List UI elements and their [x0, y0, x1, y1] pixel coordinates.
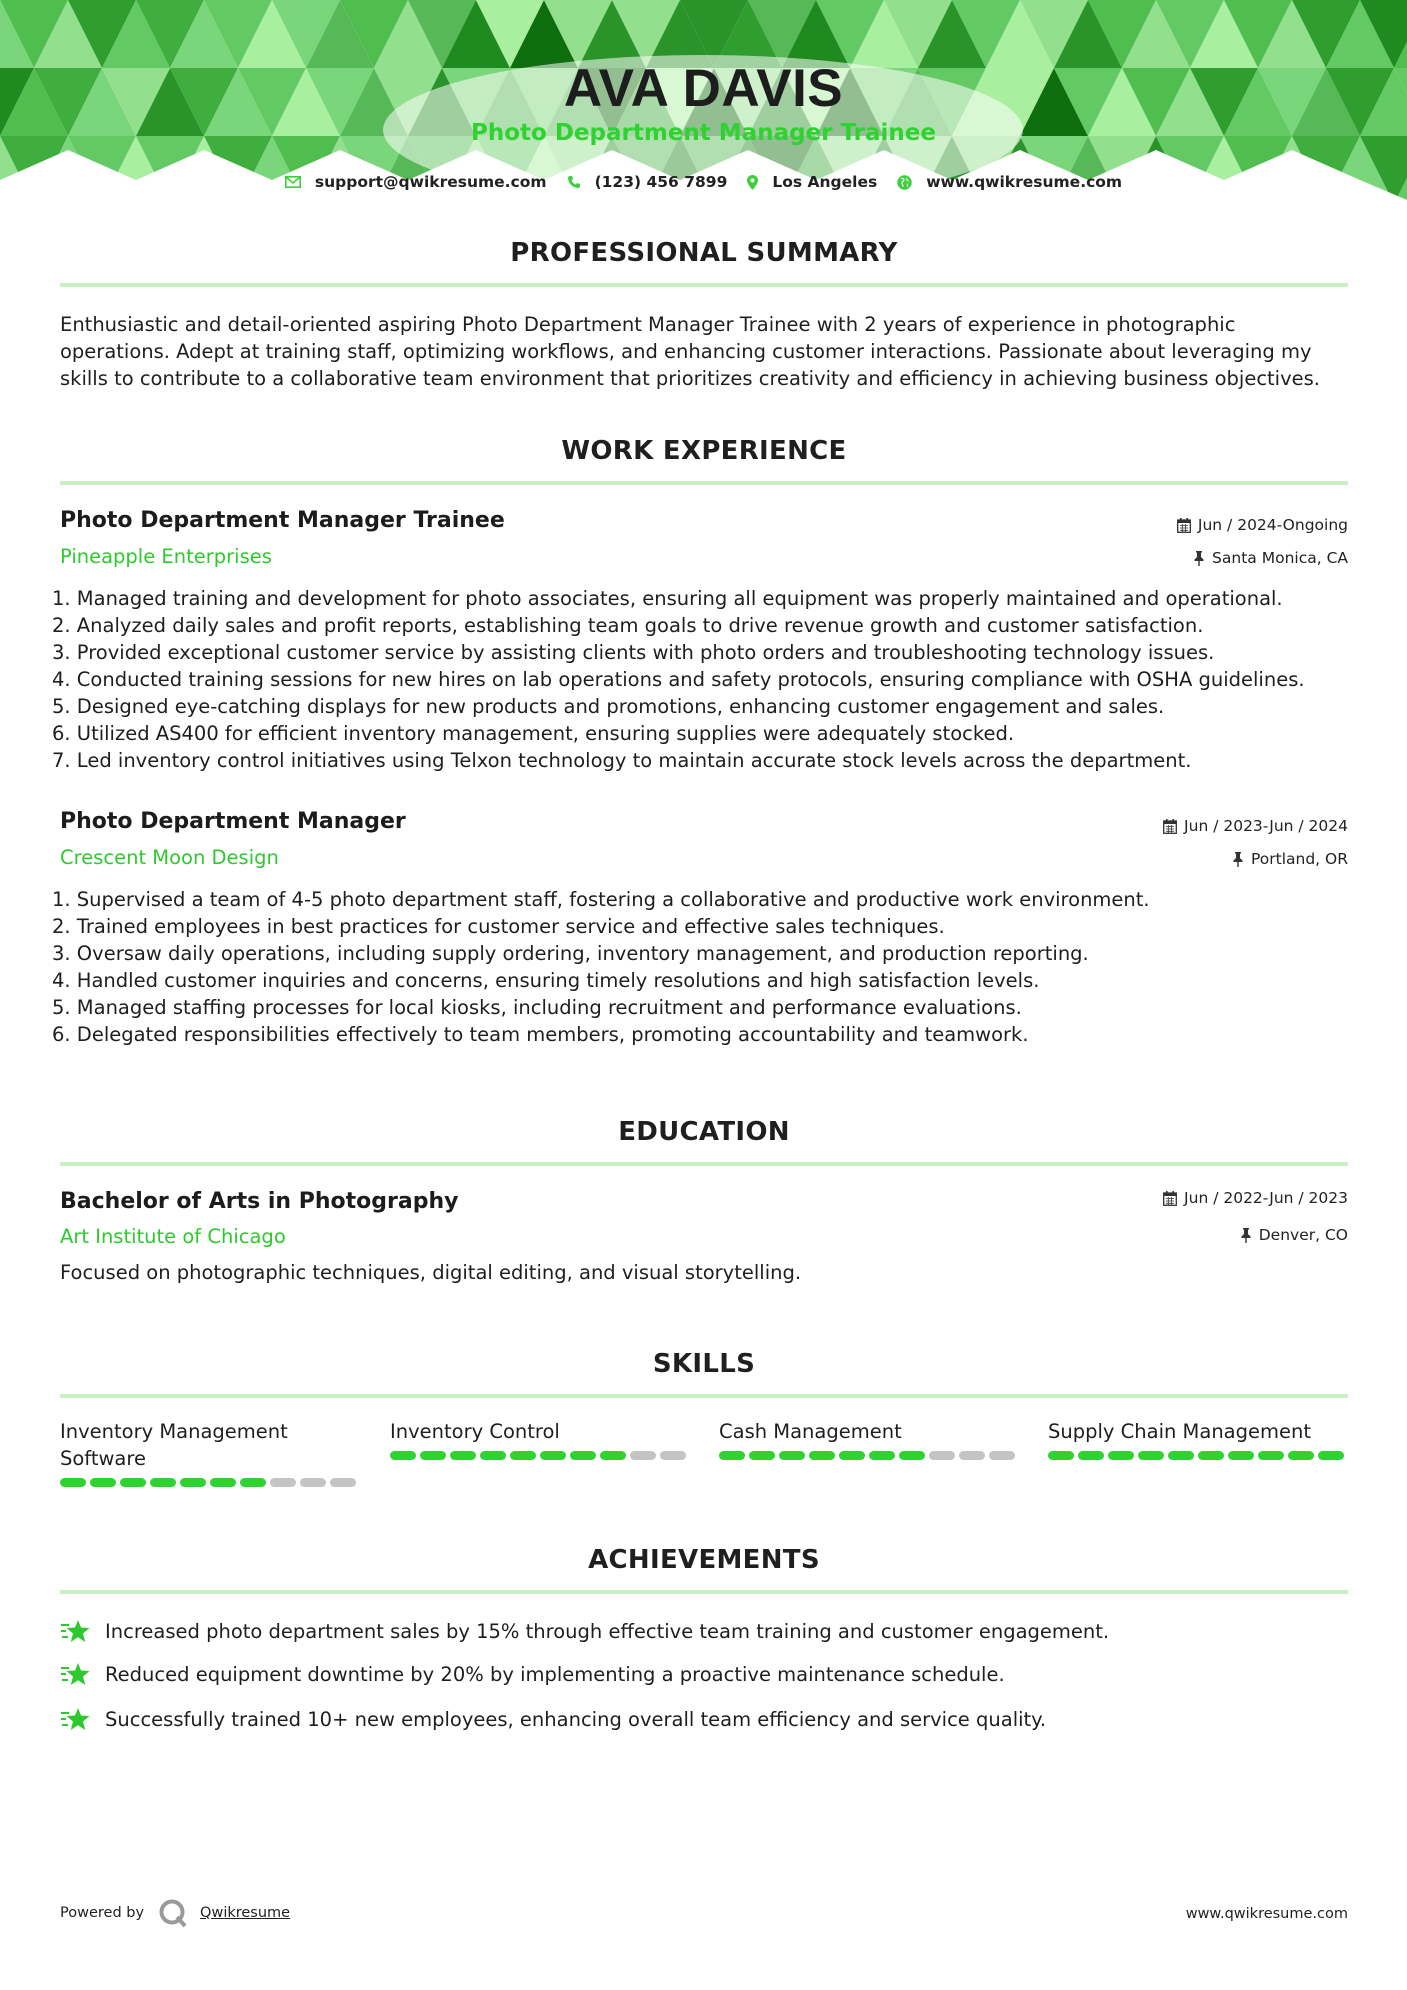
skill-segment-empty — [630, 1451, 656, 1460]
education-location: Denver, CO — [1240, 1226, 1348, 1244]
phone-text: (123) 456 7899 — [594, 173, 728, 191]
list-item: 7. Led inventory control initiatives using Telxon technology to maintain accurate stock levels across the department. — [52, 749, 1192, 772]
pin-icon — [1232, 852, 1244, 867]
envelope-icon — [285, 176, 301, 188]
school-name: Art Institute of Chicago — [60, 1225, 286, 1248]
location-text: Los Angeles — [772, 173, 878, 191]
globe-icon — [897, 175, 912, 190]
brand-link[interactable]: Qwikresume — [200, 1905, 291, 1921]
website-text: www.qwikresume.com — [926, 173, 1123, 191]
skill-segment-filled — [510, 1451, 536, 1460]
skill-segment-filled — [809, 1451, 835, 1460]
job-title: Photo Department Manager Trainee — [60, 508, 505, 533]
calendar-icon — [1177, 518, 1191, 533]
contact-email[interactable] — [285, 173, 547, 191]
skill-segment-filled — [899, 1451, 925, 1460]
achievements-heading: ACHIEVEMENTS — [588, 1545, 820, 1575]
skill-segment-empty — [959, 1451, 985, 1460]
skill-segment-filled — [450, 1451, 476, 1460]
summary-heading: PROFESSIONAL SUMMARY — [510, 238, 898, 268]
skill-segment-filled — [90, 1478, 116, 1487]
skill-segment-filled — [839, 1451, 865, 1460]
achievement-item: Reduced equipment downtime by 20% by implementing a proactive maintenance schedule. — [60, 1660, 1005, 1688]
degree-title: Bachelor of Arts in Photography — [60, 1189, 459, 1214]
skill-segment-filled — [1228, 1451, 1254, 1460]
pin-icon — [1240, 1228, 1252, 1243]
job-bullets — [52, 886, 1362, 1048]
skill-segment-filled — [1078, 1451, 1104, 1460]
skill-segment-filled — [120, 1478, 146, 1487]
achievement-item: Successfully trained 10+ new employees, enhancing overall team efficiency and service quality. — [60, 1705, 1046, 1733]
skill-name: Cash Management — [719, 1420, 902, 1443]
skill-segment-filled — [1108, 1451, 1134, 1460]
contact-website[interactable] — [897, 173, 1122, 191]
skill-segment-filled — [390, 1451, 416, 1460]
skill-item — [719, 1418, 1019, 1460]
skill-level-bar — [719, 1451, 1019, 1460]
summary-text: Enthusiastic and detail-oriented aspiring Photo Department Manager Trainee with 2 years of experience in photographic operations. Adept at training staff, optimizing workflows, and enhancing customer interactions. Passionate about leveraging my skills to contribute to a collaborative team environment that prioritizes creativity and efficiency in achieving business objectives. — [60, 313, 1320, 390]
skill-segment-filled — [540, 1451, 566, 1460]
skill-name: Supply Chain Management — [1048, 1420, 1312, 1443]
skill-item — [390, 1418, 690, 1460]
summary-divider — [60, 283, 1348, 287]
skill-segment-filled — [150, 1478, 176, 1487]
job-title: Photo Department Manager — [60, 809, 406, 834]
phone-icon — [567, 175, 581, 189]
skills-heading: SKILLS — [652, 1349, 756, 1379]
education-description: Focused on photographic techniques, digital editing, and visual storytelling. — [60, 1261, 802, 1284]
list-item: 1. Managed training and development for photo associates, ensuring all equipment was properly maintained and operational. — [52, 587, 1283, 610]
education-divider — [60, 1162, 1348, 1166]
powered-by-label: Powered by — [60, 1905, 145, 1921]
skill-segment-filled — [1318, 1451, 1344, 1460]
skill-segment-filled — [240, 1478, 266, 1487]
contact-bar — [0, 173, 1407, 191]
star-icon — [60, 1660, 93, 1688]
experience-heading: WORK EXPERIENCE — [561, 436, 847, 466]
job-company: Crescent Moon Design — [60, 846, 279, 869]
calendar-icon — [1163, 1191, 1177, 1206]
skills-divider — [60, 1394, 1348, 1398]
skill-segment-filled — [1048, 1451, 1074, 1460]
list-item: 4. Handled customer inquiries and concerns, ensuring timely resolutions and high satisfaction levels. — [52, 969, 1040, 992]
qwikresume-logo-icon — [158, 1898, 188, 1928]
skill-segment-filled — [570, 1451, 596, 1460]
email-text: support@qwikresume.com — [314, 173, 547, 191]
calendar-icon — [1163, 819, 1177, 834]
list-item: 1. Supervised a team of 4-5 photo department staff, fostering a collaborative and productive work environment. — [52, 888, 1150, 911]
contact-phone[interactable] — [567, 173, 728, 191]
star-icon — [60, 1617, 93, 1645]
job-dates: Jun / 2024-Ongoing — [1177, 516, 1348, 534]
skill-segment-filled — [420, 1451, 446, 1460]
education-dates: Jun / 2022-Jun / 2023 — [1163, 1189, 1348, 1207]
star-icon — [60, 1705, 93, 1733]
skill-segment-empty — [330, 1478, 356, 1487]
skill-level-bar — [1048, 1451, 1348, 1460]
skill-segment-empty — [270, 1478, 296, 1487]
candidate-title: Photo Department Manager Trainee — [471, 120, 936, 146]
education-heading: EDUCATION — [618, 1117, 790, 1147]
job-location: Portland, OR — [1232, 850, 1348, 868]
list-item: 3. Provided exceptional customer service by assisting clients with photo orders and troubleshooting technology issues. — [52, 641, 1215, 664]
skill-segment-filled — [749, 1451, 775, 1460]
list-item: 6. Delegated responsibilities effectively to team members, promoting accountability and teamwork. — [52, 1023, 1029, 1046]
achievements-divider — [60, 1590, 1348, 1594]
skill-segment-filled — [1138, 1451, 1164, 1460]
job-company: Pineapple Enterprises — [60, 545, 272, 568]
contact-location — [747, 173, 877, 191]
footer-branding — [60, 1898, 290, 1928]
pin-icon — [1193, 551, 1205, 566]
list-item: 6. Utilized AS400 for efficient inventory management, ensuring supplies were adequately stocked. — [52, 722, 1015, 745]
skill-segment-filled — [1288, 1451, 1314, 1460]
skill-segment-filled — [210, 1478, 236, 1487]
skill-name-cont: Software — [60, 1447, 146, 1470]
map-pin-icon — [747, 175, 758, 190]
skill-segment-filled — [60, 1478, 86, 1487]
skill-segment-filled — [180, 1478, 206, 1487]
skill-segment-empty — [660, 1451, 686, 1460]
skill-item — [60, 1418, 360, 1487]
skill-segment-filled — [480, 1451, 506, 1460]
list-item: 4. Conducted training sessions for new hires on lab operations and safety protocols, ensuring compliance with OSHA guidelines. — [52, 668, 1305, 691]
list-item: 2. Analyzed daily sales and profit reports, establishing team goals to drive revenue growth and customer satisfaction. — [52, 614, 1204, 637]
skill-item — [1048, 1418, 1348, 1460]
skill-segment-filled — [1168, 1451, 1194, 1460]
list-item: 5. Managed staffing processes for local kiosks, including recruitment and performance evaluations. — [52, 996, 1022, 1019]
candidate-name: AVA DAVIS — [563, 59, 844, 118]
job-dates: Jun / 2023-Jun / 2024 — [1163, 817, 1348, 835]
skill-segment-filled — [779, 1451, 805, 1460]
list-item: 3. Oversaw daily operations, including supply ordering, inventory management, and production reporting. — [52, 942, 1089, 965]
skill-segment-filled — [1258, 1451, 1284, 1460]
skill-segment-empty — [929, 1451, 955, 1460]
skill-segment-empty — [989, 1451, 1015, 1460]
skill-segment-filled — [600, 1451, 626, 1460]
list-item: 5. Designed eye-catching displays for new products and promotions, enhancing customer engagement and sales. — [52, 695, 1165, 718]
skill-name: Inventory Management — [60, 1420, 288, 1443]
skill-segment-filled — [719, 1451, 745, 1460]
footer-website[interactable]: www.qwikresume.com — [1185, 1906, 1348, 1922]
list-item: 2. Trained employees in best practices for customer service and effective sales techniques. — [52, 915, 945, 938]
achievement-item: Increased photo department sales by 15% through effective team training and customer engagement. — [60, 1617, 1109, 1645]
job-bullets — [52, 585, 1362, 774]
skill-segment-filled — [1198, 1451, 1224, 1460]
skill-segment-filled — [869, 1451, 895, 1460]
skill-name: Inventory Control — [390, 1420, 560, 1443]
skill-level-bar — [390, 1451, 690, 1460]
job-location: Santa Monica, CA — [1193, 549, 1348, 567]
experience-divider — [60, 481, 1348, 485]
skill-segment-empty — [300, 1478, 326, 1487]
skill-level-bar — [60, 1478, 360, 1487]
